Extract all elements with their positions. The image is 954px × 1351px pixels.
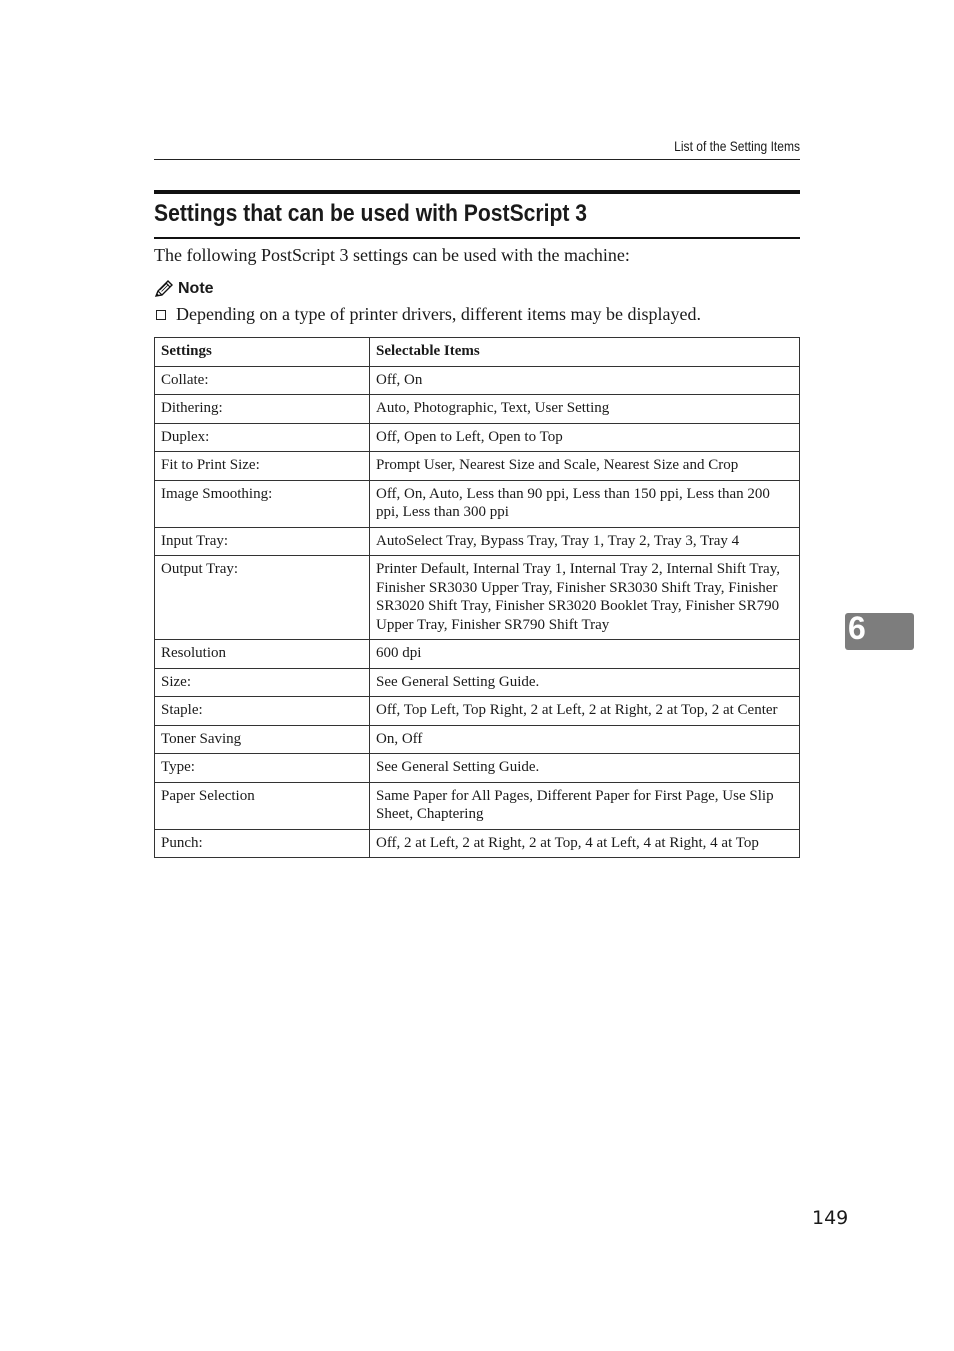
chapter-tab (845, 610, 914, 650)
table-row (155, 556, 800, 640)
setting-values: Off, Top Left, Top Right, 2 at Left, 2 at Right, 2 at Top, 2 at Center (370, 697, 800, 726)
setting-values: Printer Default, Internal Tray 1, Internal Tray 2, Internal Shift Tray, Finisher SR3030 Upper Tray, Finisher SR3030 Shift Tray, Finisher SR3020 Shift Tray, Finisher SR3020 Booklet Tray, Finisher SR790 Upper Tray, Finisher SR790 Shift Tray (370, 556, 800, 640)
title-rule-bottom (154, 237, 800, 239)
setting-name: Output Tray: (155, 556, 370, 640)
table-row (155, 668, 800, 697)
setting-name: Punch: (155, 829, 370, 858)
header-selectable-items: Selectable Items (370, 338, 800, 367)
note-item-text: Depending on a type of printer drivers, different items may be displayed. (176, 304, 702, 324)
table-row (155, 640, 800, 669)
running-header: List of the Setting Items (674, 138, 800, 154)
header-rule (154, 159, 800, 160)
setting-values: Prompt User, Nearest Size and Scale, Nearest Size and Crop (370, 452, 800, 481)
setting-values: 600 dpi (370, 640, 800, 669)
setting-name: Fit to Print Size: (155, 452, 370, 481)
table-row (155, 782, 800, 829)
setting-name: Paper Selection (155, 782, 370, 829)
setting-name: Dithering: (155, 395, 370, 424)
table-header-row (155, 338, 800, 367)
table-row (155, 480, 800, 527)
note-item (154, 304, 800, 325)
note-label: Note (178, 280, 214, 297)
setting-name: Toner Saving (155, 725, 370, 754)
setting-values: Off, 2 at Left, 2 at Right, 2 at Top, 4 at Left, 4 at Right, 4 at Top (370, 829, 800, 858)
table-row (155, 697, 800, 726)
setting-name: Input Tray: (155, 527, 370, 556)
table-row (155, 829, 800, 858)
section-title: Settings that can be used with PostScript 3 (154, 200, 588, 227)
intro-paragraph: The following PostScript 3 settings can be used with the machine: (154, 245, 630, 265)
table-row (155, 452, 800, 481)
page-number: 149 (812, 1207, 849, 1229)
setting-values: Off, On, Auto, Less than 90 ppi, Less than 150 ppi, Less than 200 ppi, Less than 300 ppi (370, 480, 800, 527)
setting-name: Size: (155, 668, 370, 697)
setting-values: See General Setting Guide. (370, 668, 800, 697)
header-settings: Settings (155, 338, 370, 367)
setting-name: Resolution (155, 640, 370, 669)
setting-values: AutoSelect Tray, Bypass Tray, Tray 1, Tray 2, Tray 3, Tray 4 (370, 527, 800, 556)
table-row (155, 395, 800, 424)
note-heading (154, 280, 214, 298)
setting-values: See General Setting Guide. (370, 754, 800, 783)
pencil-note-icon (154, 280, 174, 298)
setting-name: Type: (155, 754, 370, 783)
title-rule-top (154, 190, 800, 194)
setting-values: Off, Open to Left, Open to Top (370, 423, 800, 452)
setting-name: Duplex: (155, 423, 370, 452)
setting-name: Staple: (155, 697, 370, 726)
setting-values: Off, On (370, 366, 800, 395)
settings-table (154, 337, 800, 858)
setting-name: Image Smoothing: (155, 480, 370, 527)
setting-values: Same Paper for All Pages, Different Paper for First Page, Use Slip Sheet, Chaptering (370, 782, 800, 829)
table-row (155, 527, 800, 556)
checkbox-bullet-icon (156, 310, 166, 320)
table-row (155, 423, 800, 452)
setting-values: Auto, Photographic, Text, User Setting (370, 395, 800, 424)
setting-values: On, Off (370, 725, 800, 754)
table-row (155, 754, 800, 783)
table-row (155, 725, 800, 754)
setting-name: Collate: (155, 366, 370, 395)
table-row (155, 366, 800, 395)
chapter-number: 6 (848, 610, 866, 646)
